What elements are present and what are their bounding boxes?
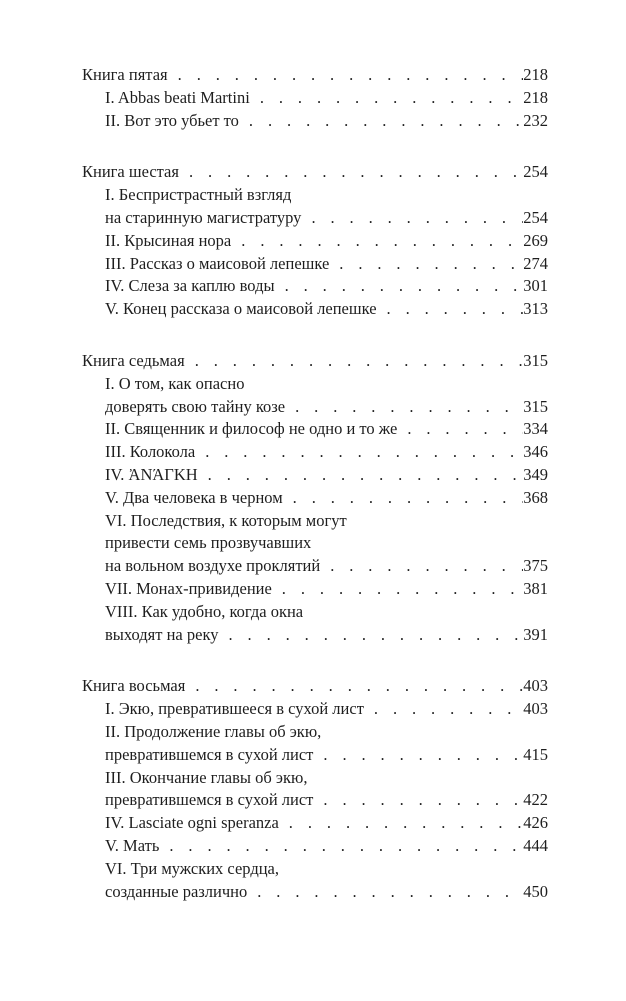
- chapter-entry: [82, 721, 548, 767]
- page-number: 218: [523, 87, 548, 107]
- toc-section: [82, 64, 548, 132]
- chapter-entry: [82, 184, 548, 230]
- page-number: 254: [523, 207, 548, 227]
- chapter-entry: [82, 835, 548, 858]
- chapter-title: IV. Lasciate ogni speranza: [105, 813, 279, 833]
- dot-leader: [285, 396, 523, 419]
- dot-leader: [198, 464, 524, 487]
- page-number: 232: [523, 110, 548, 130]
- book-title: Книга пятая: [82, 65, 168, 84]
- chapter-title: IV. Слеза за каплю воды: [105, 276, 275, 296]
- dot-leader: [272, 578, 523, 601]
- chapter-entry: [82, 275, 548, 298]
- chapter-title: I. Abbas beati Martini: [105, 87, 250, 107]
- page-number: 391: [523, 624, 548, 644]
- chapter-title-line: VIII. Как удобно, когда окна: [105, 601, 304, 621]
- chapter-entry: [82, 87, 548, 110]
- book-entry: [82, 675, 548, 698]
- page-number: 426: [523, 813, 548, 833]
- chapter-title-line: I. О том, как опасно: [105, 373, 245, 393]
- page-number: 444: [523, 835, 548, 855]
- chapter-title: доверять свою тайну козе: [105, 396, 286, 416]
- chapter-entry: [82, 487, 548, 510]
- chapter-title: созданные различно: [105, 881, 248, 901]
- chapter-title: II. Вот это убьет то: [105, 110, 239, 130]
- chapter-entry: [82, 418, 548, 441]
- page-number: 274: [523, 253, 548, 273]
- chapter-title: на вольном воздухе проклятий: [105, 556, 321, 576]
- chapter-entry: [82, 441, 548, 464]
- page-number: 315: [523, 350, 548, 370]
- toc-section: [82, 350, 548, 646]
- chapter-entry: [82, 230, 548, 253]
- page-number: 334: [523, 419, 548, 439]
- chapter-title: VII. Монах-привидение: [105, 578, 272, 598]
- dot-leader: [185, 350, 524, 373]
- chapter-entry: [82, 578, 548, 601]
- chapter-entry: [82, 812, 548, 835]
- chapter-title: V. Конец рассказа о маисовой лепешке: [105, 299, 377, 319]
- toc-section: [82, 161, 548, 321]
- page-number: 349: [523, 464, 548, 484]
- chapter-title-line: VI. Последствия, к которым могут: [105, 510, 347, 530]
- chapter-title: выходят на реку: [105, 624, 219, 644]
- chapter-title-line: VI. Три мужских сердца,: [105, 858, 279, 878]
- table-of-contents: [82, 64, 548, 932]
- chapter-title: II. Крысиная нора: [105, 230, 232, 250]
- page-number: 269: [523, 230, 548, 250]
- page-number: 422: [523, 790, 548, 810]
- page-number: 313: [523, 299, 548, 319]
- chapter-entry: [82, 767, 548, 813]
- chapter-entry: [82, 510, 548, 578]
- chapter-title: превратившемся в сухой лист: [105, 790, 314, 810]
- page-number: 254: [523, 162, 548, 182]
- page-number: 415: [523, 744, 548, 764]
- dot-leader: [195, 441, 523, 464]
- chapter-title: II. Священник и философ не одно и то же: [105, 419, 398, 439]
- chapter-title-line: привести семь прозвучавших: [105, 533, 312, 553]
- page-number: 301: [523, 276, 548, 296]
- book-entry: [82, 350, 548, 373]
- chapter-entry: [82, 601, 548, 647]
- chapter-title-line: I. Беспристрастный взгляд: [105, 185, 292, 205]
- book-title: Книга шестая: [82, 162, 179, 182]
- dot-leader: [218, 624, 523, 647]
- page-number: 403: [523, 699, 548, 719]
- chapter-title: V. Мать: [105, 835, 160, 855]
- book-entry: [82, 161, 548, 184]
- chapter-title: IV. ἈΝΆΓΚΗ: [105, 464, 198, 484]
- chapter-title: III. Рассказ о маисовой лепешке: [105, 253, 330, 273]
- dot-leader: [364, 698, 523, 721]
- book-title: Книга восьмая: [82, 676, 186, 696]
- dot-leader: [179, 161, 523, 184]
- page-number: 368: [523, 487, 548, 507]
- chapter-title-line: III. Окончание главы об экю,: [105, 767, 308, 787]
- dot-leader: [275, 275, 524, 298]
- chapter-entry: [82, 253, 548, 276]
- chapter-title: III. Колокола: [105, 442, 196, 462]
- dot-leader: [185, 675, 523, 698]
- dot-leader: [301, 207, 523, 230]
- chapter-title: I. Экю, превратившееся в сухой лист: [105, 699, 364, 719]
- chapter-title: V. Два человека в черном: [105, 487, 283, 507]
- dot-leader: [168, 64, 524, 87]
- chapter-entry: [82, 110, 548, 133]
- dot-leader: [397, 418, 523, 441]
- dot-leader: [320, 555, 523, 578]
- chapter-entry: [82, 464, 548, 487]
- chapter-entry: [82, 298, 548, 321]
- dot-leader: [283, 487, 524, 510]
- chapter-entry: [82, 373, 548, 419]
- chapter-title: превратившемся в сухой лист: [105, 744, 314, 764]
- page-number: 315: [523, 396, 548, 416]
- page-number: 346: [523, 442, 548, 462]
- page-number: 218: [523, 65, 548, 84]
- toc-section: [82, 675, 548, 903]
- page-number: 450: [523, 881, 548, 901]
- dot-leader: [313, 789, 523, 812]
- dot-leader: [239, 110, 523, 133]
- dot-leader: [159, 835, 523, 858]
- dot-leader: [329, 253, 523, 276]
- book-title: Книга седьмая: [82, 350, 185, 370]
- dot-leader: [231, 230, 523, 253]
- page-number: 375: [523, 556, 548, 576]
- dot-leader: [279, 812, 523, 835]
- page-number: 403: [523, 676, 548, 696]
- chapter-title: на старинную магистратуру: [105, 207, 302, 227]
- page-number: 381: [523, 578, 548, 598]
- chapter-title-line: II. Продолжение главы об экю,: [105, 721, 322, 741]
- book-entry: [82, 64, 548, 87]
- dot-leader: [313, 744, 523, 767]
- dot-leader: [247, 881, 523, 904]
- chapter-entry: [82, 858, 548, 904]
- dot-leader: [377, 298, 524, 321]
- dot-leader: [250, 87, 523, 110]
- chapter-entry: [82, 698, 548, 721]
